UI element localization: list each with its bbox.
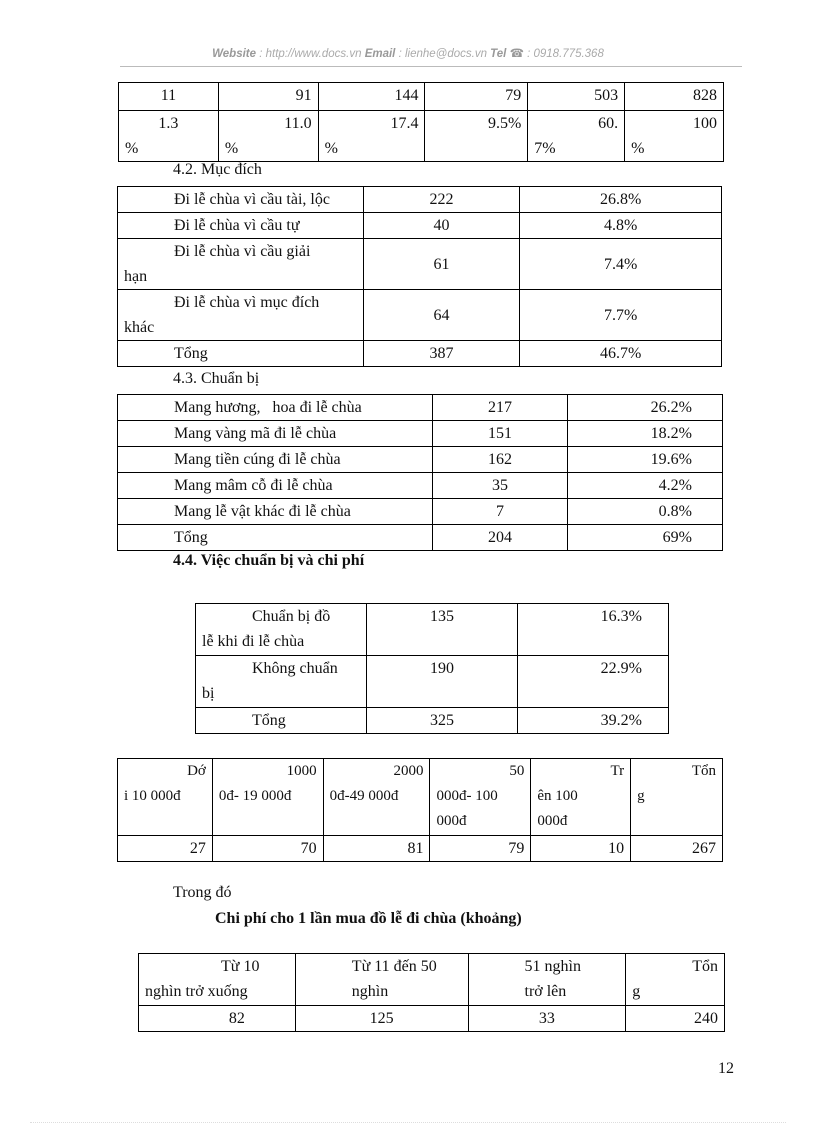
table-cell: 503 <box>528 83 625 111</box>
table-cell: Mang vàng mã đi lễ chùa <box>118 421 433 447</box>
table-row <box>119 111 724 162</box>
table-header-cell: 51 nghìn trở lên <box>468 954 626 1006</box>
table-row <box>118 421 723 447</box>
table-cell: Đi lễ chùa vì cầu giải hạn <box>118 239 364 290</box>
table-preparation <box>117 394 723 551</box>
table-cell: 125 <box>295 1006 468 1032</box>
table-cell: 26.2% <box>568 395 723 421</box>
website-label: Website <box>212 48 257 60</box>
table-cell: 4.8% <box>520 213 722 239</box>
email-label: Email <box>364 48 396 60</box>
table-row <box>119 83 724 111</box>
section-heading-4-2: 4.2. Mục đích <box>173 161 262 178</box>
table-cell: 82 <box>139 1006 296 1032</box>
table-cell: 33 <box>468 1006 626 1032</box>
table-cell: 70 <box>212 836 323 862</box>
table-header-cell: Tr ên 100 000đ <box>531 759 631 836</box>
table-purpose <box>117 186 722 367</box>
tel-value: : 0918.775.368 <box>527 48 604 60</box>
table-row <box>118 836 723 862</box>
table-cell: 46.7% <box>520 341 722 367</box>
table-cell: 1.3 % <box>119 111 219 162</box>
table-cell: 27 <box>118 836 213 862</box>
table-row <box>196 708 669 734</box>
table-cell: 100 % <box>625 111 724 162</box>
table-cell: 40 <box>363 213 520 239</box>
table-header-cell: Tổn g <box>626 954 725 1006</box>
table-cell: 10 <box>531 836 631 862</box>
table-cell: 190 <box>366 656 518 708</box>
table-spending-ranges <box>117 758 723 862</box>
table-cell: 26.8% <box>520 187 722 213</box>
table-cell: Mang lễ vật khác đi lễ chùa <box>118 499 433 525</box>
table-cell: 7 <box>432 499 568 525</box>
table-cell: 17.4 % <box>318 111 425 162</box>
table-row <box>118 525 723 551</box>
table-row <box>118 759 723 836</box>
trong-do-label: Trong đó <box>173 884 232 901</box>
table-cell: 91 <box>218 83 318 111</box>
table-cost-per-trip <box>138 953 725 1032</box>
table-cell: Không chuẩn bị <box>196 656 367 708</box>
phone-icon: ☎ <box>509 48 524 60</box>
table-row <box>118 447 723 473</box>
table-cell: 144 <box>318 83 425 111</box>
table-header-cell: Từ 10 nghìn trở xuống <box>139 954 296 1006</box>
section-heading-4-3: 4.3. Chuẩn bị <box>173 370 260 387</box>
table-row <box>118 187 722 213</box>
table-cell: 7.4% <box>520 239 722 290</box>
table-cell: 267 <box>631 836 723 862</box>
table-row <box>118 290 722 341</box>
table-row <box>139 1006 725 1032</box>
table-cell: 9.5% <box>425 111 528 162</box>
table-cell: Tổng <box>196 708 367 734</box>
table-cell: 162 <box>432 447 568 473</box>
website-url[interactable]: : http://www.docs.vn <box>259 48 362 60</box>
table-row <box>118 499 723 525</box>
table-cell: 240 <box>626 1006 725 1032</box>
table-cell: Đi lễ chùa vì mục đích khác <box>118 290 364 341</box>
table-cell: 35 <box>432 473 568 499</box>
table-cell: 0.8% <box>568 499 723 525</box>
section-heading-4-4: 4.4. Việc chuẩn bị và chi phí <box>173 552 365 569</box>
table-distribution <box>118 82 724 162</box>
table-row <box>196 656 669 708</box>
table-cell: Đi lễ chùa vì cầu tự <box>118 213 364 239</box>
table-cell: 61 <box>363 239 520 290</box>
table-cell: Mang tiền cúng đi lễ chùa <box>118 447 433 473</box>
table-header-cell: 50 000đ- 100 000đ <box>430 759 531 836</box>
table-cell: 79 <box>430 836 531 862</box>
table-cell: 387 <box>363 341 520 367</box>
table-row <box>118 213 722 239</box>
tel-label: Tel <box>490 48 507 60</box>
table-row <box>118 239 722 290</box>
header-divider <box>120 66 742 67</box>
table-cell: Mang hương, hoa đi lễ chùa <box>118 395 433 421</box>
table-header-cell: Dớ i 10 000đ <box>118 759 213 836</box>
table-cell: 135 <box>366 604 518 656</box>
table-cell: 325 <box>366 708 518 734</box>
table-cell: 22.9% <box>518 656 669 708</box>
table-row <box>118 341 722 367</box>
table-cell: Tổng <box>118 525 433 551</box>
table-cell: 18.2% <box>568 421 723 447</box>
table-cell: 217 <box>432 395 568 421</box>
table-cell: 81 <box>323 836 430 862</box>
table-header-cell: Từ 11 đến 50 nghìn <box>295 954 468 1006</box>
table-cell: 39.2% <box>518 708 669 734</box>
cost-title: Chi phí cho 1 lần mua đồ lễ đi chùa (khoảng) <box>215 910 522 927</box>
page-number: 12 <box>718 1060 734 1077</box>
table-cell: 4.2% <box>568 473 723 499</box>
table-cell: Tổng <box>118 341 364 367</box>
table-cell: 11.0 % <box>218 111 318 162</box>
table-cell: Chuẩn bị đồ lễ khi đi lễ chùa <box>196 604 367 656</box>
table-header-cell: Tổn g <box>631 759 723 836</box>
table-cell: 11 <box>119 83 219 111</box>
table-cell: 204 <box>432 525 568 551</box>
table-cell: Mang mâm cỗ đi lễ chùa <box>118 473 433 499</box>
table-row <box>139 954 725 1006</box>
page-header <box>0 46 816 60</box>
table-cell: 151 <box>432 421 568 447</box>
table-row <box>196 604 669 656</box>
table-preparation-cost <box>195 603 669 734</box>
table-cell: Đi lễ chùa vì cầu tài, lộc <box>118 187 364 213</box>
email-value[interactable]: : lienhe@docs.vn <box>398 48 487 60</box>
table-header-cell: 1000 0đ- 19 000đ <box>212 759 323 836</box>
table-cell: 64 <box>363 290 520 341</box>
table-cell: 19.6% <box>568 447 723 473</box>
table-cell: 7.7% <box>520 290 722 341</box>
table-cell: 60. 7% <box>528 111 625 162</box>
table-row <box>118 473 723 499</box>
table-cell: 222 <box>363 187 520 213</box>
table-cell: 79 <box>425 83 528 111</box>
table-cell: 828 <box>625 83 724 111</box>
table-header-cell: 2000 0đ-49 000đ <box>323 759 430 836</box>
table-row <box>118 395 723 421</box>
table-cell: 69% <box>568 525 723 551</box>
table-cell: 16.3% <box>518 604 669 656</box>
